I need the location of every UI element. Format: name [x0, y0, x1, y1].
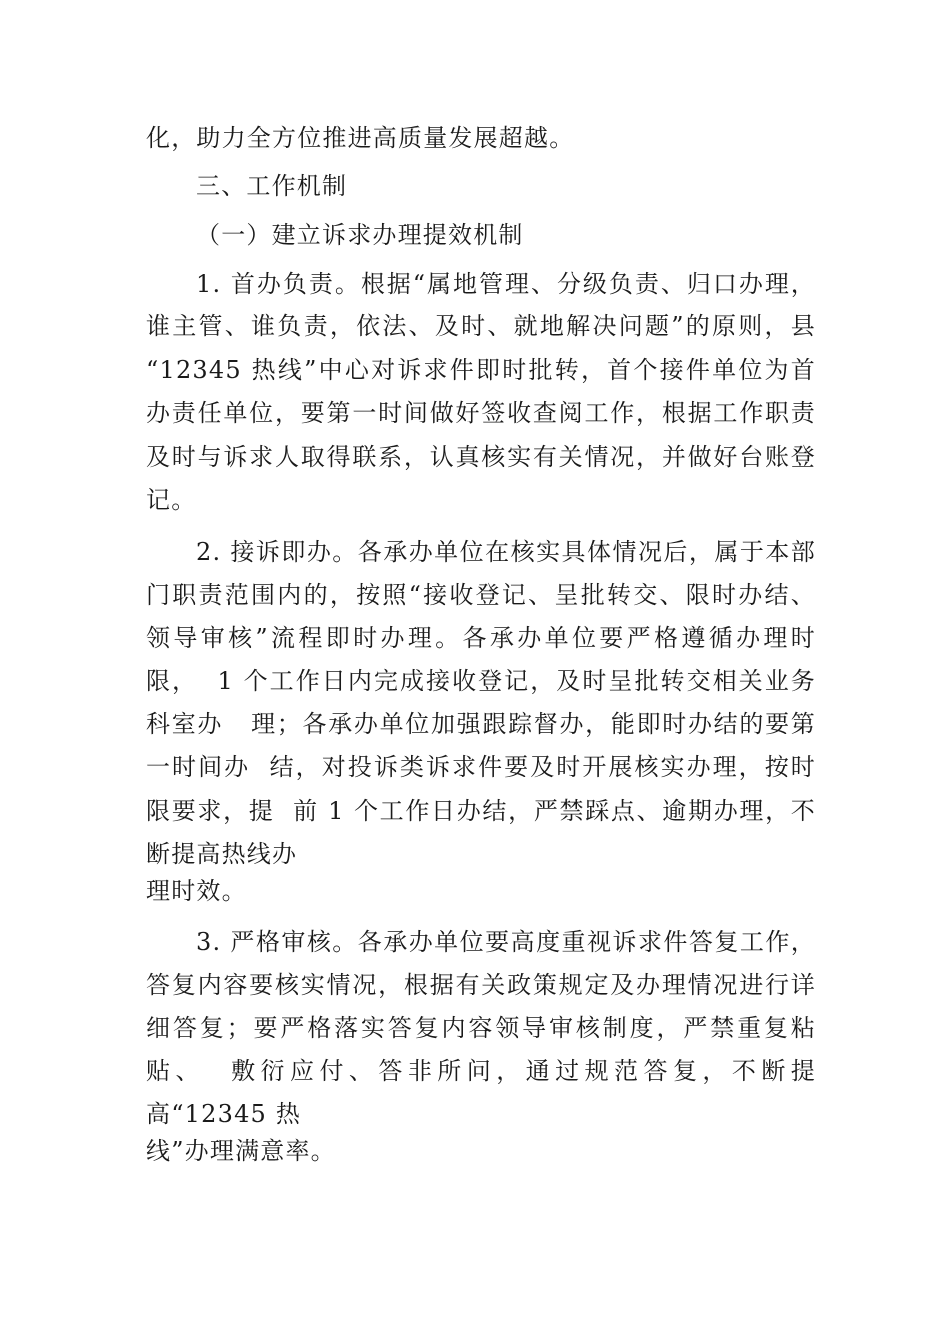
text-line: 2. 接诉即办。各承办单位在核实具体情况后，属于本部: [196, 538, 816, 566]
subsection-heading: （一）建立诉求办理提效机制: [196, 221, 524, 249]
text-line: “12345 热线”中心对诉求件即时批转，首个接件单位为首: [146, 356, 816, 384]
text-line: 记。: [146, 486, 197, 514]
text-line: 化，助力全方位推进高质量发展超越。: [146, 124, 575, 152]
text-line: 及时与诉求人取得联系，认真核实有关情况，并做好台账登: [146, 443, 816, 471]
text-line: 办责任单位，要第一时间做好签收查阅工作，根据工作职责: [146, 399, 816, 427]
section-heading: 三、工作机制: [196, 172, 348, 200]
text-line: 限要求，提 前 1 个工作日办结，严禁踩点、逾期办理，不: [146, 797, 816, 825]
text-line: 一时间办 结，对投诉类诉求件要及时开展核实办理，按时: [146, 753, 816, 781]
text-line: 领导审核”流程即时办理。各承办单位要严格遵循办理时: [146, 624, 816, 652]
text-line: 1. 首办负责。根据“属地管理、分级负责、归口办理，: [196, 270, 816, 298]
text-line: 答复内容要核实情况，根据有关政策规定及办理情况进行详: [146, 971, 816, 999]
text-line: 理时效。: [146, 877, 247, 905]
text-line: 贴、 敷衍应付、答非所问，通过规范答复，不断提: [146, 1057, 816, 1085]
text-line: 高“12345 热: [146, 1100, 302, 1128]
text-line: 限， 1 个工作日内完成接收登记，及时呈批转交相关业务: [146, 667, 816, 695]
text-line: 谁主管、谁负责，依法、及时、就地解决问题”的原则，县: [146, 312, 816, 340]
text-line: 细答复；要严格落实答复内容领导审核制度，严禁重复粘: [146, 1014, 816, 1042]
text-line: 线”办理满意率。: [146, 1137, 336, 1165]
text-line: 科室办 理；各承办单位加强跟踪督办，能即时办结的要第: [146, 710, 816, 738]
text-line: 3. 严格审核。各承办单位要高度重视诉求件答复工作，: [196, 928, 816, 956]
text-line: 断提高热线办: [146, 840, 298, 868]
text-line: 门职责范围内的，按照“接收登记、呈批转交、限时办结、: [146, 581, 816, 609]
